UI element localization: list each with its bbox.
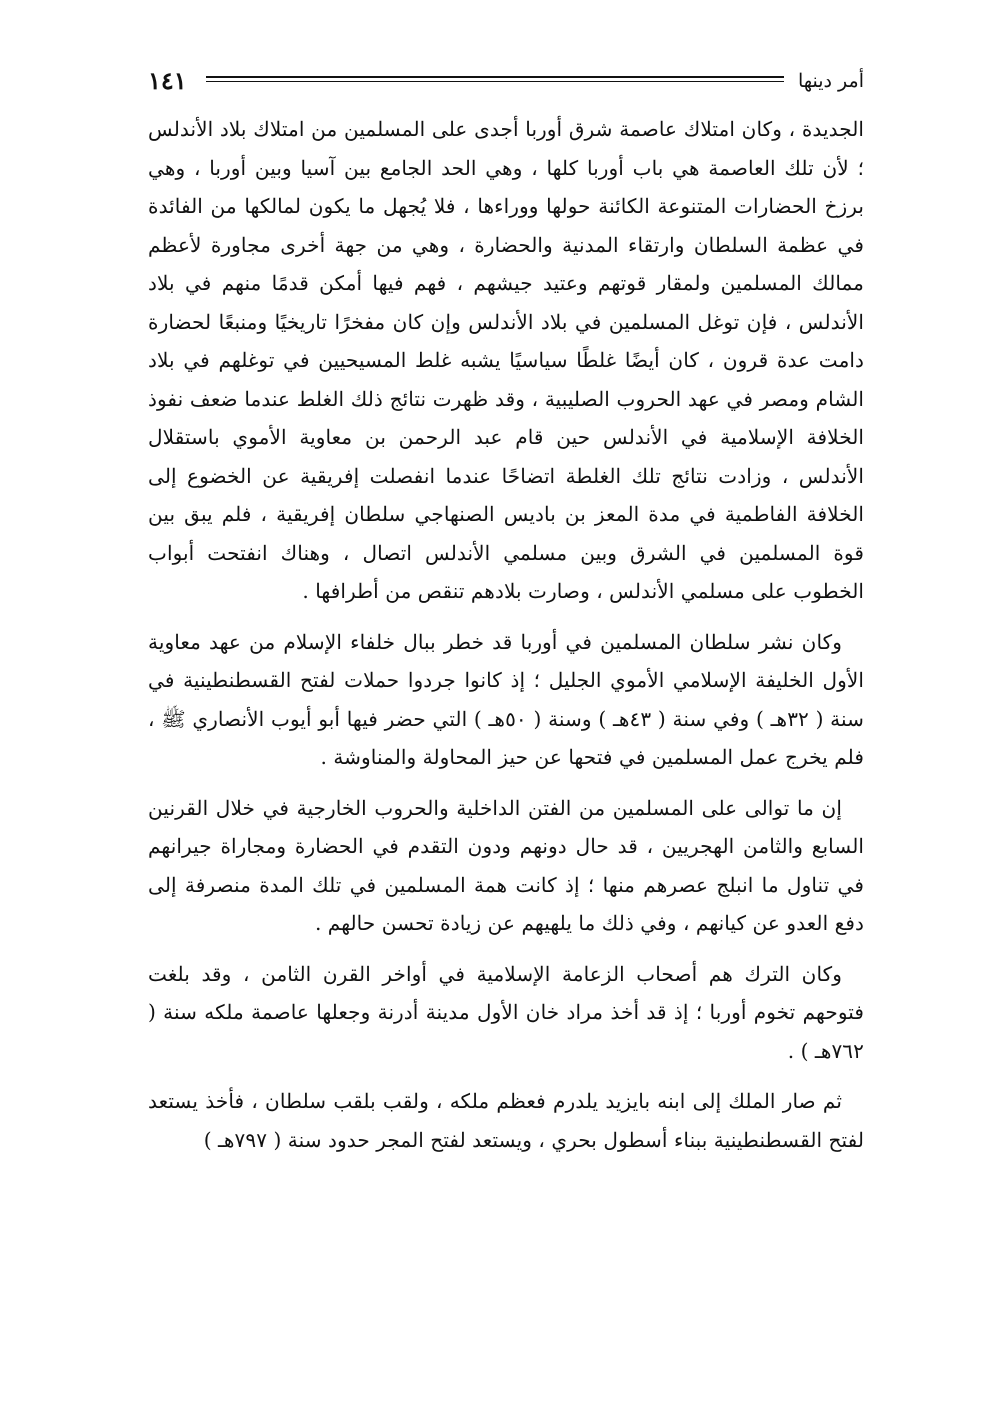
- page-number: ١٤١: [148, 66, 187, 95]
- page-body: [148, 110, 864, 1159]
- paragraph: وكان نشر سلطان المسلمين في أوربا قد خطر ببال خلفاء الإسلام من عهد معاوية الأول الخليفة الإسلامي الأموي الجليل ؛ إذ كانوا جردوا حملات لفتح القسطنطينية في سنة ( ٣٢هـ ) وفي سنة ( ٤٣هـ ) وسنة ( ٥٠هـ ) التي حضر فيها أبو أيوب الأنصاري ﷺ ، فلم يخرج عمل المسلمين في فتحها عن حيز المحاولة والمناوشة .: [148, 629, 865, 769]
- paragraph: إن ما توالى على المسلمين من الفتن الداخلية والحروب الخارجية في خلال القرنين السابع والثامن الهجريين ، قد حال دونهم ودون التقدم في الحضارة ومجاراة جيرانهم في تناول ما انبلج عصرهم منها ؛ إذ كانت همة المسلمين في تلك المدة منصرفة إلى دفع العدو عن كيانهم ، وفي ذلك ما يلهيهم عن زيادة تحسن حالهم .: [148, 795, 864, 935]
- paragraph: وكان الترك هم أصحاب الزعامة الإسلامية في أواخر القرن الثامن ، وقد بلغت فتوحهم تخوم أوربا ؛ إذ قد أخذ مراد خان الأول مدينة أدرنة وجعلها عاصمة ملكه سنة ( ٧٦٢هـ ) .: [148, 961, 864, 1063]
- running-title: أمر دينها: [797, 70, 864, 92]
- header-rule-inner: [206, 81, 784, 82]
- paragraph: ثم صار الملك إلى ابنه بايزيد يلدرم فعظم ملكه ، ولقب بلقب سلطان ، فأخذ يستعد لفتح القسطنطينية ببناء أسطول بحري ، ويستعد لفتح المجر حدود سنة ( ٧٩٧هـ ): [148, 1089, 864, 1152]
- header-rule: [206, 76, 784, 78]
- paragraph-continued: الجديدة ، وكان امتلاك عاصمة شرق أوربا أجدى على المسلمين من امتلاك بلاد الأندلس ؛ لأن تلك العاصمة هي باب أوربا كلها ، وهي الحد الجامع بين آسيا وبين أوربا ، وهي برزخ الحضارات المتنوعة الكائنة حولها ووراءها ، فلا يُجهل ما يكون لمالكها من الفائدة في عظمة السلطان وارتقاء المدنية والحضارة ، وهي من جهة أخرى مجاورة لأعظم ممالك المسلمين ولمقار قوتهم وعتيد جيشهم ، فهم فيها أمكن قدمًا منهم في بلاد الأندلس ، فإن توغل المسلمين في بلاد الأندلس وإن كان مفخرًا تاريخيًا ومنبعًا لحضارة دامت عدة قرون ، كان أيضًا غلطًا سياسيًا يشبه غلط المسيحيين في توغلهم في بلاد الشام ومصر في عهد الحروب الصليبية ، وقد ظهرت نتائج ذلك الغلط عندما ضعف نفوذ الخلافة الإسلامية في الأندلس حين قام عبد الرحمن بن معاوية الأموي باستقلال الأندلس ، وزادت نتائج تلك الغلطة اتضاحًا عندما انفصلت إفريقية عن الخضوع إلى الخلافة الفاطمية في مدة المعز بن باديس الصنهاجي سلطان إفريقية ، فلم يبق بين قوة المسلمين في الشرق وبين مسلمي الأندلس اتصال ، وهناك انفتحت أبواب الخطوب على مسلمي الأندلس ، وصارت بلادهم تنقص من أطرافها .: [148, 117, 864, 603]
- page-header: [148, 64, 864, 100]
